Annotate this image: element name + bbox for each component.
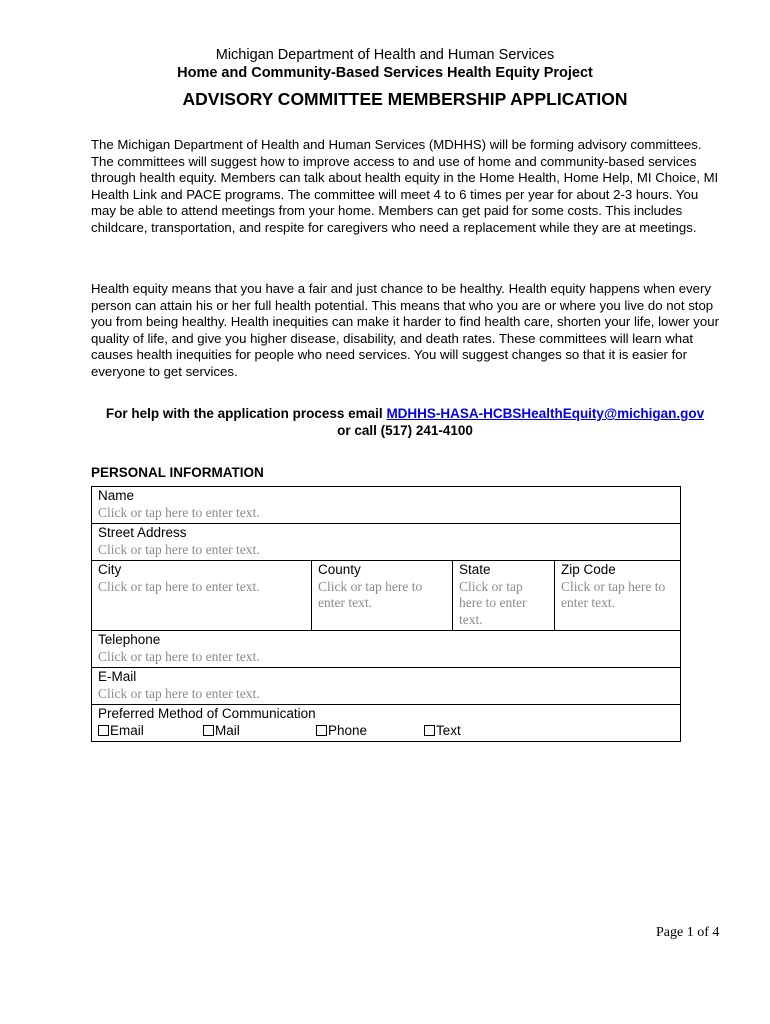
county-field[interactable]: Click or tap here to enter text. — [318, 578, 423, 610]
option-mail-label: Mail — [215, 722, 240, 738]
state-cell — [453, 561, 555, 631]
checkbox-icon — [424, 725, 435, 736]
help-email-link[interactable]: MDHHS-HASA-HCBSHealthEquity@michigan.gov — [386, 406, 705, 421]
name-field[interactable]: Click or tap here to enter text. — [98, 504, 260, 520]
checkbox-email[interactable] — [98, 723, 203, 740]
zip-cell — [555, 561, 681, 631]
checkbox-mail[interactable] — [203, 723, 316, 740]
street-cell — [92, 524, 681, 561]
telephone-label: Telephone — [98, 632, 161, 647]
email-field[interactable]: Click or tap here to enter text. — [98, 685, 260, 701]
city-label: City — [98, 562, 122, 577]
document-title: ADVISORY COMMITTEE MEMBERSHIP APPLICATION — [182, 89, 628, 109]
street-label: Street Address — [98, 525, 187, 540]
state-field[interactable]: Click or tap here to enter text. — [459, 578, 527, 627]
street-field[interactable]: Click or tap here to enter text. — [98, 541, 260, 557]
help-phone: or call (517) 241-4100 — [337, 423, 473, 438]
checkbox-icon — [203, 725, 214, 736]
option-email-label: Email — [110, 722, 144, 738]
city-cell — [92, 561, 312, 631]
preferred-communication-label: Preferred Method of Communication — [98, 706, 316, 721]
section-title-personal-information: PERSONAL INFORMATION — [91, 465, 264, 480]
checkbox-icon — [316, 725, 327, 736]
name-cell — [92, 487, 681, 524]
telephone-cell — [92, 631, 681, 668]
intro-paragraph-2: Health equity means that you have a fair and just chance to be healthy. Health equity happens when every person can attain his or her full health potential. This means that who you are or where you live do not stop you from being healthy. Health inequities can make it harder to find health care, shorten your life, lower your quality of life, and give you higher disease, disability, and death rates. These committees will learn what causes health inequities for people who need services. You will suggest changes so that it is easier for everyone to get services. — [91, 281, 719, 379]
checkbox-text[interactable] — [424, 723, 461, 740]
name-label: Name — [98, 488, 135, 503]
zip-label: Zip Code — [561, 562, 616, 577]
option-phone-label: Phone — [328, 722, 368, 738]
checkbox-phone[interactable] — [316, 723, 424, 740]
telephone-field[interactable]: Click or tap here to enter text. — [98, 648, 260, 664]
option-text-label: Text — [436, 722, 461, 738]
project-name: Home and Community-Based Services Health Equity Project — [177, 65, 593, 81]
county-cell — [312, 561, 453, 631]
department-name: Michigan Department of Health and Human Services — [215, 47, 555, 63]
email-cell — [92, 668, 681, 705]
email-label: E-Mail — [98, 669, 137, 684]
zip-field[interactable]: Click or tap here to enter text. — [561, 578, 666, 610]
county-label: County — [318, 562, 361, 577]
checkbox-icon — [98, 725, 109, 736]
help-prefix: For help with the application process email — [105, 406, 387, 421]
personal-information-table — [91, 486, 681, 742]
page-number: Page 1 of 4 — [656, 925, 720, 940]
help-contact — [0, 405, 770, 439]
city-field[interactable]: Click or tap here to enter text. — [98, 578, 260, 594]
state-label: State — [459, 562, 491, 577]
intro-paragraph-1: The Michigan Department of Health and Human Services (MDHHS) will be forming advisory committees. The committees will suggest how to improve access to and use of home and community-based services through health equity. Members can talk about health equity in the Home Health, Home Help, MI Choice, MI Health Link and PACE programs. The committee will meet 4 to 6 times per year for about 2-3 hours. You may be able to attend meetings from your home. Members can get paid for some costs. This includes childcare, transportation, and respite for caregivers who need a replacement while they are at meetings. — [91, 137, 719, 235]
preferred-communication-cell — [92, 705, 681, 742]
